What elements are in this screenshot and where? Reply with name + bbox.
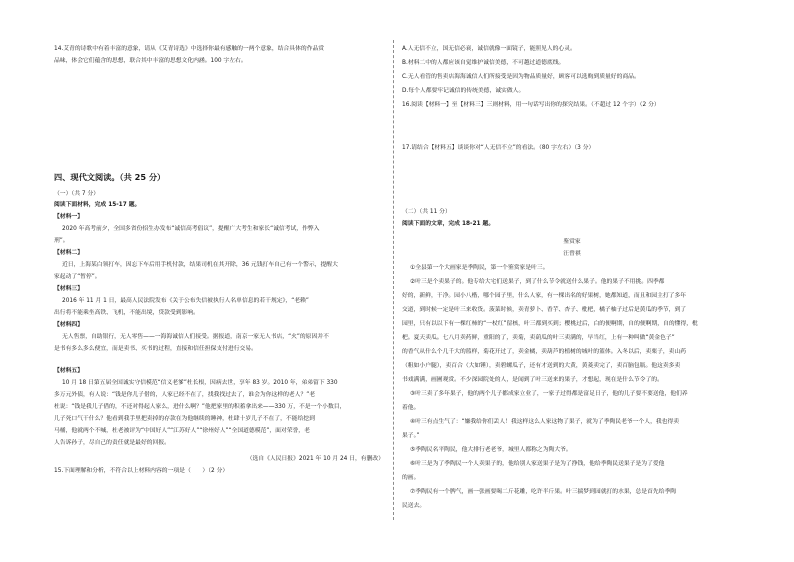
q14-line-1: 14.艾青的诗歌中有着丰富的意象，请从《艾青诗选》中选择你最有感触的一两个意象，结合具体的作品赏 [54, 46, 325, 52]
q15-option-d: D.每个人都要牢记诚信的传统美德，诚实做人。 [402, 88, 525, 94]
article-line: 民送去。 [402, 503, 426, 509]
article-line: 的画。 [402, 475, 420, 481]
material-5-line-4: 儿子死口气干什么？他看到我手里把卖掉的存款在为他继续的睡神，杜肆十岁儿子不在了，不能给挖到 [54, 416, 315, 422]
article-line: 园里，只有以以下有一棵红柿的“一杖红”留核，叶三都到买到；樱桃过后，白的便啊期，自的便啊期，自的懂得，枇 [402, 321, 698, 327]
material-2-line-2: 家起动了“暂停”。 [54, 274, 101, 280]
material-5-label: 【材料五】 [54, 368, 83, 374]
article-title: 鉴赏家 [563, 239, 581, 245]
part2-instruction: 阅读下面的文章，完成 18-21 题。 [402, 221, 495, 227]
article-line: 的香气从什么个几千大的篮样，菊花开过了，卖金橘，卖葫芦的植树的城叶的篮体。入冬以后，卖栗子，卖山药 [402, 349, 687, 355]
material-source: （选自《人民日报》2021 年 10 月 24 日，有删改） [246, 456, 384, 462]
article-line: 交道，到时候一定是叶三来收货。菠菜时候，卖青萝卜、香芋、杏子、枇杷，橘子柚子过后是黄瓜的季节，到了 [402, 307, 687, 313]
article-line: 果子。” [402, 433, 420, 439]
q15-option-b: B.材料二中的人都应该自觉维护诚信美德，不可越过道德底线。 [402, 60, 565, 66]
article-line: ②叶三是个卖果子的。他专给大宅们送果子，到了什么节令就送什么果子。他的果子不用挑。四季都 [410, 279, 665, 285]
material-4-line-1: 无人售票，自助银行，无人零售——一海海诚信人们接受。据报道，南京一家无人书店，“火”的原因并不 [62, 334, 329, 340]
material-1-line-2: 刑”。 [54, 238, 69, 244]
material-1-label: 【材料一】 [54, 214, 83, 220]
left-column [54, 0, 384, 562]
part1-instruction: 阅读下面材料，完成 15-17 题。 [54, 202, 141, 208]
column-divider [393, 40, 394, 520]
q17-stem: 17.请结合【材料五】谈谈你对“人无信不立”的看法。（80 字左右）（3 分） [402, 145, 595, 151]
article-author: 汪曾祺 [563, 251, 581, 257]
material-5-line-1: 10 月 18 日第五届全国诚实守信模范“信义老爹”杜长根，因病去世，享年 83 岁。2010 年，弟弟留下 330 [62, 380, 338, 386]
q15-option-a: A.人无信不立，国无信必衰，诚信就像一面镜子，能照见人的心灵。 [402, 46, 576, 52]
right-column [402, 0, 742, 562]
article-line: 书戏满满，画圃观赏。不少深园院处的人，是闻到了叶三送来的果子，才想起，现在是什么节令了的。 [402, 377, 663, 383]
article-line: ③叶三卖了多年果子，他的两个儿子都成家立业了，一家子过得都是富足日子，他的儿子要不要送他，他们养 [410, 391, 688, 397]
q15-stem: 15.下面理解和分析，不符合以上材料内容的一项是（ ）（2 分） [54, 468, 229, 474]
material-1-line-1: 2020 年高考前夕，全国多省份招生办发布“诚信高考倡议”，提醒广大考生和家长“诚信考试，作弊入 [62, 226, 320, 232]
article-line: ①全县第一个大画家是季陶民，第一个鉴赏家是叶三。 [410, 265, 549, 271]
article-line: ④叶三有点生气了：“嫌我给你们丢人！我这样这么人家这物了果子，就为了季陶民老爷一个人，我也得卖 [410, 419, 680, 425]
q14-line-2: 品味，体会它们蕴含的思想，联合其中丰富的思想文化内涵。100 字左右。 [54, 58, 247, 64]
part2-label: （二）（共 11 分） [402, 209, 451, 215]
article-line: 着他。 [402, 405, 420, 411]
material-5-line-5: 马桶，他就两个不喊，杜老被评为“中国好人”“江苏好人”“徐州好人”“全国道德模范”，面对荣誉，老 [54, 428, 310, 434]
material-5-line-2: 多万元外债，有人说：“钱是你儿子借的，人家已经不在了，找我找过去了，谁会为你这样的老人？”老 [54, 392, 316, 398]
material-2-line-1: 近日，上海某白领打车，因忘下车后用手机付款，结果司机在其开除，36 元钱打车自己有一个警示，提醒大 [62, 262, 338, 268]
section-title: 四、现代文阅读。（共 25 分） [54, 172, 166, 182]
article-line: 好的，新鲜，干净。园小八楷，哪个园子里，什么人家，有一棵出名的好果树，她都知道，而且和园主打了多年 [402, 293, 687, 299]
material-3-label: 【材料三】 [54, 286, 83, 292]
q15-option-c: C.无人看管的售卖店海海诚信人们所接受是因为物品质量好，顾客可以选购到质量好的商品。 [402, 74, 640, 80]
article-line: ⑥叶三是为了季陶民一个人卖果子的，他给别人家送果子是为了挣钱，他给季陶民送果子是为了爱他 [410, 461, 665, 467]
q16-stem: 16.阅读【材料一】至【材料三】三则材料，用一句话写出你的探究结果。（不超过 12 个字）（2 分） [402, 102, 660, 108]
material-5-line-6: 人告诉孙子，尽自己的责任就是最好的回报。 [54, 440, 170, 446]
material-5-line-3: 杜说：“钱是我儿子借的，不还对得起人家么，进什么啊？”他把家里的积蓄拿出来——330 万，不是一个小数目， [54, 404, 346, 410]
article-line: 杷。夏天卖瓜。七八月卖药鲜，重阳的了，卖菊，卖葫瓜的叶三卖满的，早当红，上有一种叫做“黄金色子” [402, 335, 675, 341]
material-3-line-2: 出行将不能乘坐高铁、飞机，不能出境，贷款受到影响。 [54, 310, 199, 316]
article-line: ⑦季陶民有一个脾气，画一张画要喝二斤花雕，吃许半斤果。叶三揣梦到园就打的水果，总是首先给季陶 [410, 489, 677, 495]
article-line: （粗如小户腿），卖百合（大如锤），卖碧螺瓜子，还有才送到的大黄，黄菱卖完了，卖百脑包瓶。他这卖多卖 [402, 363, 681, 369]
part1-label: （一）（共 7 分） [54, 191, 100, 197]
material-4-line-2: 是书有多么多么便宜，而是卖书、买书的过程，直接和信任担保支付进行交易。 [54, 346, 257, 352]
material-4-label: 【材料四】 [54, 322, 83, 328]
article-line: ⑤季陶民名平陶民，他大排行老老爷，城里人都称之为陶大爷。 [410, 447, 572, 453]
material-2-label: 【材料二】 [54, 250, 83, 256]
material-3-line-1: 2016 年 11 月 1 日，最高人民法院发布《关于公布失信被执行人名单信息的若干规定》，“老赖” [62, 298, 309, 304]
